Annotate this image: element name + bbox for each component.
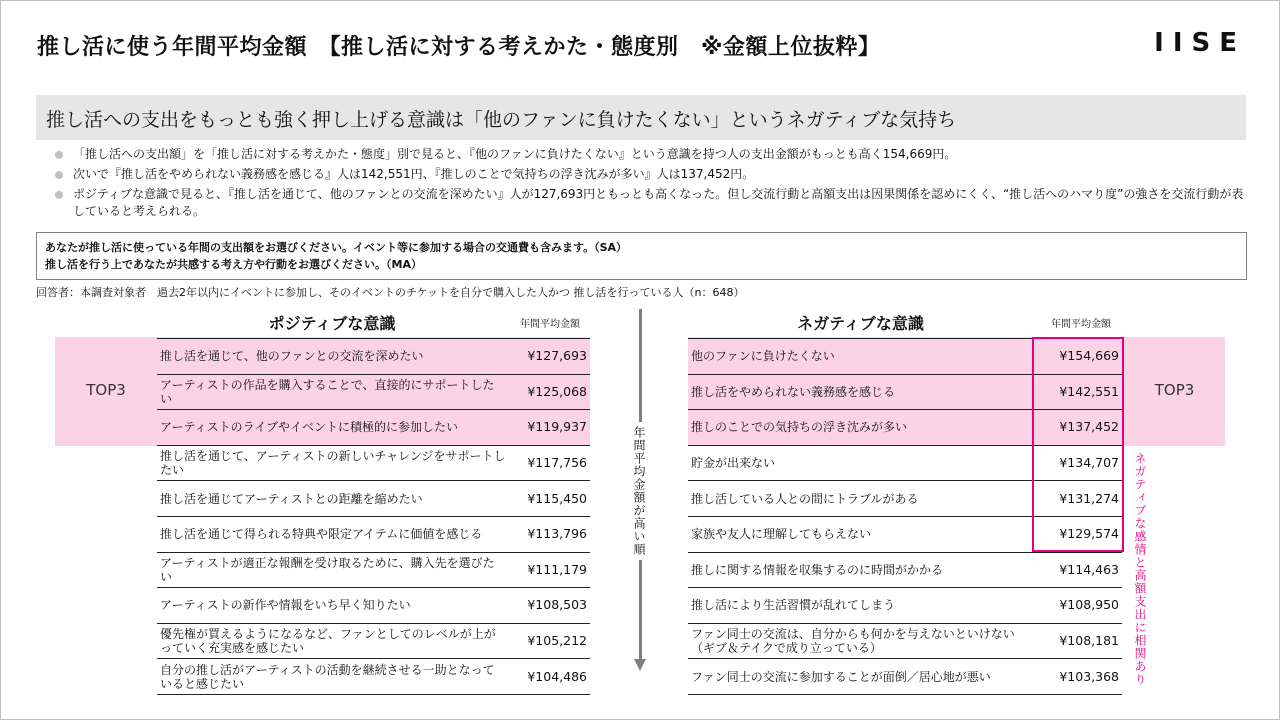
- table-row: [157, 588, 590, 624]
- row-label: 推し活を通じて得られる特典や限定アイテムに価値を感じる: [157, 516, 512, 552]
- row-amount: ¥137,452: [1033, 410, 1122, 446]
- row-label: 優先権が買えるようになるなど、ファンとしてのレベルが上がっていく充実感を感じたい: [157, 623, 512, 659]
- key-message: 推し活への支出をもっとも強く押し上げる意識は「他のファンに負けたくない」というネガティブな気持ち: [36, 95, 1246, 140]
- row-label: 推し活を通じて、アーティストの新しいチャレンジをサポートしたい: [157, 445, 512, 481]
- row-label: 推しのことでの気持ちの浮き沈みが多い: [688, 410, 1033, 446]
- respondent-note: 回答者：本調査対象者 過去2年以内にイベントに参加し、そのイベントのチケットを自分で購入した人かつ 推し活を行っている人（n：648）: [36, 286, 745, 299]
- table-row: [157, 552, 590, 588]
- row-label: ファン同士の交流は、自分からも何かを与えないといけない（ギブ＆テイクで成り立っている）: [688, 623, 1033, 659]
- summary-bullets: [55, 146, 1255, 223]
- row-amount: ¥117,756: [512, 445, 590, 481]
- row-label: 推しに関する情報を収集するのに時間がかかる: [688, 552, 1033, 588]
- row-amount: ¥131,274: [1033, 481, 1122, 517]
- table-row: [157, 516, 590, 552]
- question-line: あなたが推し活に使っている年間の支出額をお選びください。イベント等に参加する場合の交通費も含みます。（SA）: [45, 241, 628, 254]
- negative-top6-highlight-box: [1032, 337, 1124, 552]
- row-amount: ¥125,068: [512, 374, 590, 410]
- row-label: 推し活を通じて、他のファンとの交流を深めたい: [157, 339, 512, 375]
- brand-logo: IISE: [1154, 28, 1246, 58]
- bullet-item: 「推し活への支出額」を「推し活に対する考えかた・態度」別で見ると、『他のファンに負けたくない』という意識を持つ人の支出金額がもっとも高く154,669円。: [55, 146, 1255, 163]
- row-amount: ¥108,181: [1033, 623, 1122, 659]
- row-amount: ¥108,503: [512, 588, 590, 624]
- row-label: 自分の推し活がアーティストの活動を継続させる一助となっていると感じたい: [157, 659, 512, 695]
- ranking-axis-label: 年間平均金額が高い順: [632, 422, 646, 560]
- row-amount: ¥127,693: [512, 339, 590, 375]
- positive-column-title: ポジティブな意識: [268, 314, 396, 333]
- row-amount: ¥111,179: [512, 552, 590, 588]
- row-label: 推し活を通じてアーティストとの距離を縮めたい: [157, 481, 512, 517]
- row-label: 推し活をやめられない義務感を感じる: [688, 374, 1033, 410]
- table-row: [157, 410, 590, 446]
- bullet-item: 次いで『推し活をやめられない義務感を感じる』人は142,551円、『推しのことで気持ちの浮き沈みが多い』人は137,452円。: [55, 166, 1255, 183]
- table-row: [688, 588, 1122, 624]
- table-row: [688, 659, 1122, 695]
- table-row: [157, 339, 590, 375]
- row-label: アーティストのライブやイベントに積極的に参加したい: [157, 410, 512, 446]
- table-row: [688, 552, 1122, 588]
- row-amount: ¥129,574: [1033, 516, 1122, 552]
- negative-column-title: ネガティブな意識: [797, 314, 924, 333]
- row-label: 推し活により生活習慣が乱れてしまう: [688, 588, 1033, 624]
- row-label: 家族や友人に理解してもらえない: [688, 516, 1033, 552]
- row-amount: ¥134,707: [1033, 445, 1122, 481]
- row-amount: ¥154,669: [1033, 339, 1122, 375]
- table-row: [157, 445, 590, 481]
- row-amount: ¥114,463: [1033, 552, 1122, 588]
- row-label: 貯金が出来ない: [688, 445, 1033, 481]
- page-title: 推し活に使う年間平均金額 【推し活に対する考えかた・態度別 ※金額上位抜粋】: [37, 35, 881, 60]
- top3-label-left: TOP3: [86, 381, 126, 399]
- table-row: [157, 623, 590, 659]
- question-box: [36, 232, 1247, 280]
- correlation-note: ネガティブな感情と高額支出に相関あり: [1133, 452, 1147, 686]
- row-label: アーティストが適正な報酬を受け取るために、購入先を選びたい: [157, 552, 512, 588]
- positive-table: [157, 338, 590, 695]
- ranking-arrow-head: [634, 659, 646, 671]
- row-label: ファン同士の交流に参加することが面倒／居心地が悪い: [688, 659, 1033, 695]
- row-amount: ¥115,450: [512, 481, 590, 517]
- row-label: 他のファンに負けたくない: [688, 339, 1033, 375]
- top3-label-right: TOP3: [1154, 381, 1195, 399]
- row-amount: ¥113,796: [512, 516, 590, 552]
- row-label: アーティストの作品を購入することで、直接的にサポートしたい: [157, 374, 512, 410]
- row-label: 推し活している人との間にトラブルがある: [688, 481, 1033, 517]
- row-amount: ¥105,212: [512, 623, 590, 659]
- row-amount: ¥108,950: [1033, 588, 1122, 624]
- table-row: [157, 481, 590, 517]
- positive-amount-header: 年間平均金額: [520, 319, 580, 330]
- table-row: [157, 659, 590, 695]
- question-line: 推し活を行う上であなたが共感する考え方や行動をお選びください。（MA）: [45, 258, 422, 271]
- table-row: [688, 623, 1122, 659]
- row-amount: ¥103,368: [1033, 659, 1122, 695]
- bullet-item: ポジティブな意識で見ると、『推し活を通じて、他のファンとの交流を深めたい』人が127,693円ともっとも高くなった。但し交流行動と高額支出は因果関係を認めにくく、“推し活へのハマり度”の強さを交流行動が表していると考えられる。: [55, 186, 1255, 220]
- row-amount: ¥119,937: [512, 410, 590, 446]
- row-label: アーティストの新作や情報をいち早く知りたい: [157, 588, 512, 624]
- row-amount: ¥104,486: [512, 659, 590, 695]
- negative-amount-header: 年間平均金額: [1051, 319, 1111, 330]
- row-amount: ¥142,551: [1033, 374, 1122, 410]
- table-row: [157, 374, 590, 410]
